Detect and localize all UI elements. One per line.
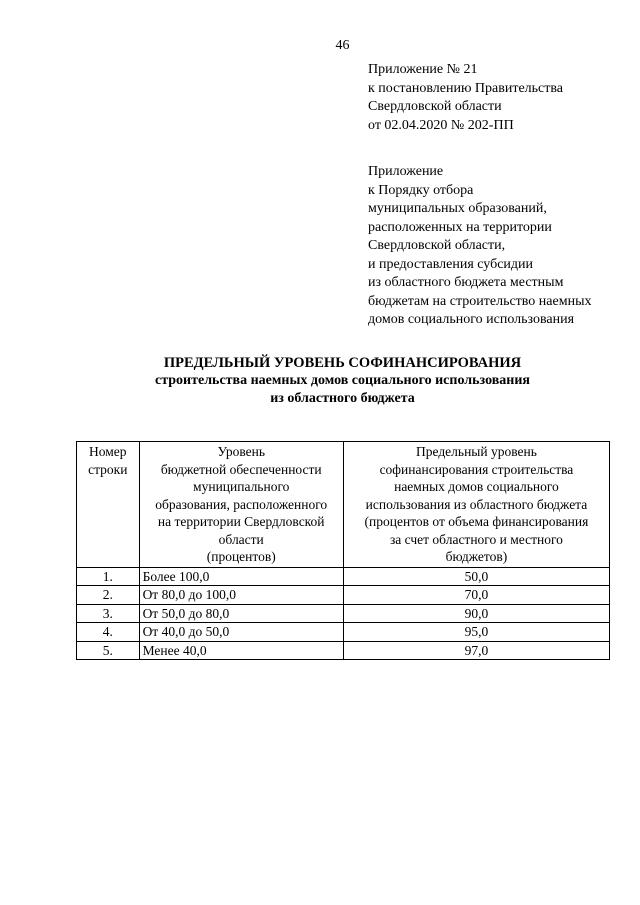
table-row	[77, 641, 610, 660]
row-budget-level: Менее 40,0	[139, 641, 343, 660]
header-cofinancing-limit: Предельный уровень софинансирования строительства наемных домов социального использования из областного бюджета (процентов от объема финансирования за счет областного и местного бюджетов)	[343, 442, 609, 568]
appendix-line: к Порядку отбора	[368, 182, 474, 198]
row-cofinancing-limit: 50,0	[343, 567, 609, 586]
row-budget-level: От 50,0 до 80,0	[139, 604, 343, 623]
appendix-header	[368, 61, 563, 135]
appendix-line: Приложение	[368, 164, 444, 179]
row-number: 4.	[77, 623, 140, 642]
title-main: ПРЕДЕЛЬНЫЙ УРОВЕНЬ СОФИНАНСИРОВАНИЯ	[163, 355, 522, 371]
row-number: 1.	[77, 567, 140, 586]
row-number: 2.	[77, 586, 140, 605]
cofinancing-table	[76, 441, 610, 660]
appendix-line: бюджетам на строительство наемных	[368, 293, 592, 309]
table-row	[77, 586, 610, 605]
appendix-procedure-header	[368, 163, 592, 330]
row-number: 5.	[77, 641, 140, 660]
appendix-line: муниципальных образований,	[368, 201, 547, 216]
row-budget-level: От 40,0 до 50,0	[139, 623, 343, 642]
page-number: 46	[335, 38, 350, 53]
row-cofinancing-limit: 90,0	[343, 604, 609, 623]
row-budget-level: Более 100,0	[139, 567, 343, 586]
appendix-line: Приложение № 21	[368, 62, 478, 77]
appendix-line: к постановлению Правительства	[368, 80, 564, 96]
appendix-line: расположенных на территории	[368, 219, 552, 235]
row-budget-level: От 80,0 до 100,0	[139, 586, 343, 605]
appendix-line: Свердловской области,	[368, 238, 506, 253]
table-row	[77, 623, 610, 642]
table-header-row	[77, 442, 610, 568]
header-budget-level: Уровень бюджетной обеспеченности муниципального образования, расположенного на территории Свердловской области (процентов)	[139, 442, 343, 568]
table-row	[77, 567, 610, 586]
appendix-line: домов социального использования	[368, 312, 575, 327]
row-number: 3.	[77, 604, 140, 623]
appendix-line: Свердловской области	[368, 99, 502, 114]
appendix-line: от 02.04.2020 № 202-ПП	[368, 117, 514, 133]
row-cofinancing-limit: 70,0	[343, 586, 609, 605]
header-row-number: Номер строки	[77, 442, 140, 568]
document-title	[0, 354, 640, 408]
row-cofinancing-limit: 95,0	[343, 623, 609, 642]
row-cofinancing-limit: 97,0	[343, 641, 609, 660]
appendix-line: из областного бюджета местным	[368, 275, 564, 290]
table-row	[77, 604, 610, 623]
title-subtitle: строительства наемных домов социального использования	[155, 373, 530, 388]
appendix-line: и предоставления субсидии	[368, 256, 534, 272]
title-subtitle: из областного бюджета	[270, 391, 415, 406]
